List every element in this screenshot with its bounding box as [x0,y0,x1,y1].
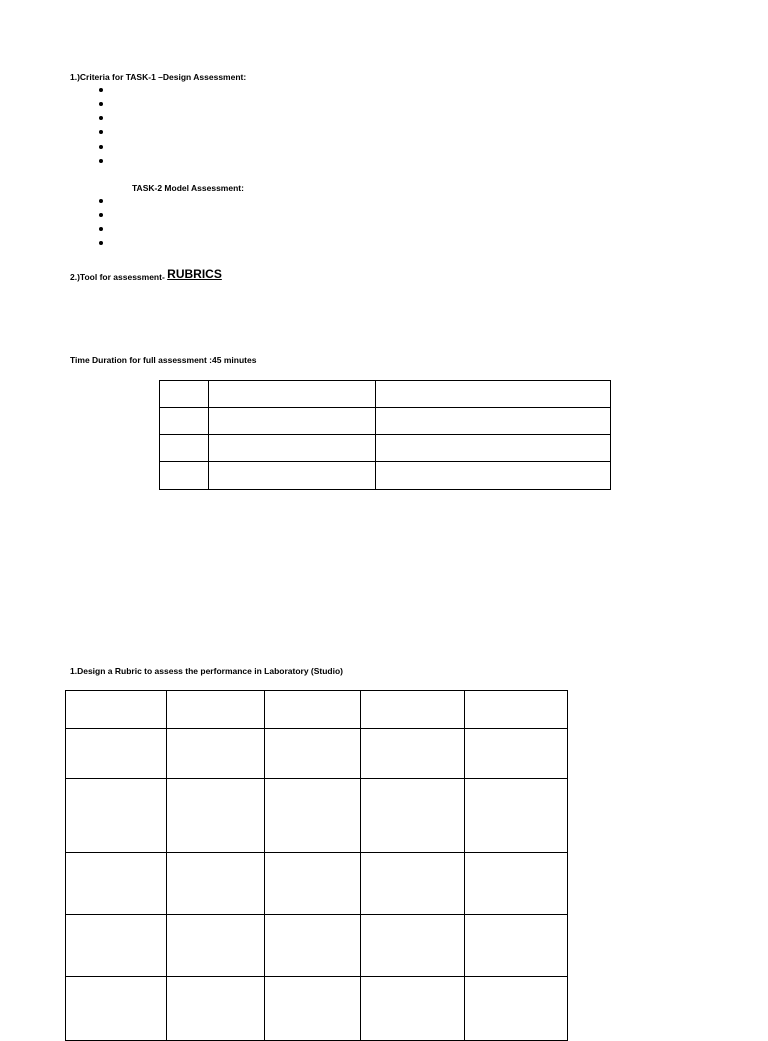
table-cell [167,977,265,1041]
table-cell [376,435,611,462]
task1-bullet [99,88,103,92]
table-cell [160,462,209,490]
table-row [160,381,611,408]
rubric-design-heading: 1.Design a Rubric to assess the performance in Laboratory (Studio) [70,666,344,676]
table-cell [66,779,167,853]
table-cell [66,915,167,977]
assessment-tool-label: 2.)Tool for assessment- [70,272,168,282]
table-cell [66,691,167,729]
task1-bullet [99,159,103,163]
table-row [66,729,568,779]
table-row [160,408,611,435]
table-row [66,779,568,853]
table-cell [265,853,361,915]
table-cell [361,779,465,853]
table-cell [265,691,361,729]
table-cell [465,691,568,729]
table-cell [66,729,167,779]
task2-bullet [99,241,103,245]
table-cell [376,381,611,408]
table-cell [361,691,465,729]
table-cell [66,977,167,1041]
table-cell [465,729,568,779]
small-table [159,380,611,490]
table-cell [167,779,265,853]
assessment-tool-line [70,267,222,282]
table-cell [160,381,209,408]
table-row [160,435,611,462]
task2-bullet [99,213,103,217]
table-cell [167,729,265,779]
table-row [66,977,568,1041]
task1-bullet [99,145,103,149]
table-row [160,462,611,490]
table-cell [265,779,361,853]
table-cell [209,462,376,490]
table-cell [209,381,376,408]
table-cell [66,853,167,915]
table-cell [209,435,376,462]
table-cell [265,977,361,1041]
table-cell [361,729,465,779]
table-row [66,691,568,729]
table-cell [167,691,265,729]
table-cell [265,915,361,977]
task1-criteria-heading: 1.)Criteria for TASK-1 –Design Assessment: [70,72,247,82]
table-cell [376,462,611,490]
rubrics-label: RUBRICS [167,267,222,281]
table-row [66,915,568,977]
table-row [66,853,568,915]
table-cell [209,408,376,435]
table-cell [160,435,209,462]
task1-bullet [99,116,103,120]
table-cell [465,853,568,915]
table-cell [376,408,611,435]
table-cell [465,915,568,977]
table-cell [160,408,209,435]
table-cell [265,729,361,779]
table-cell [361,977,465,1041]
table-cell [361,853,465,915]
table-cell [465,977,568,1041]
task2-model-heading: TASK-2 Model Assessment: [132,183,244,193]
rubric-table [65,690,568,1041]
table-cell [465,779,568,853]
task1-bullet [99,102,103,106]
table-cell [167,915,265,977]
table-cell [361,915,465,977]
task2-bullet [99,227,103,231]
time-duration-text: Time Duration for full assessment :45 minutes [70,355,257,365]
task1-bullet [99,130,103,134]
table-cell [167,853,265,915]
task2-bullet [99,199,103,203]
